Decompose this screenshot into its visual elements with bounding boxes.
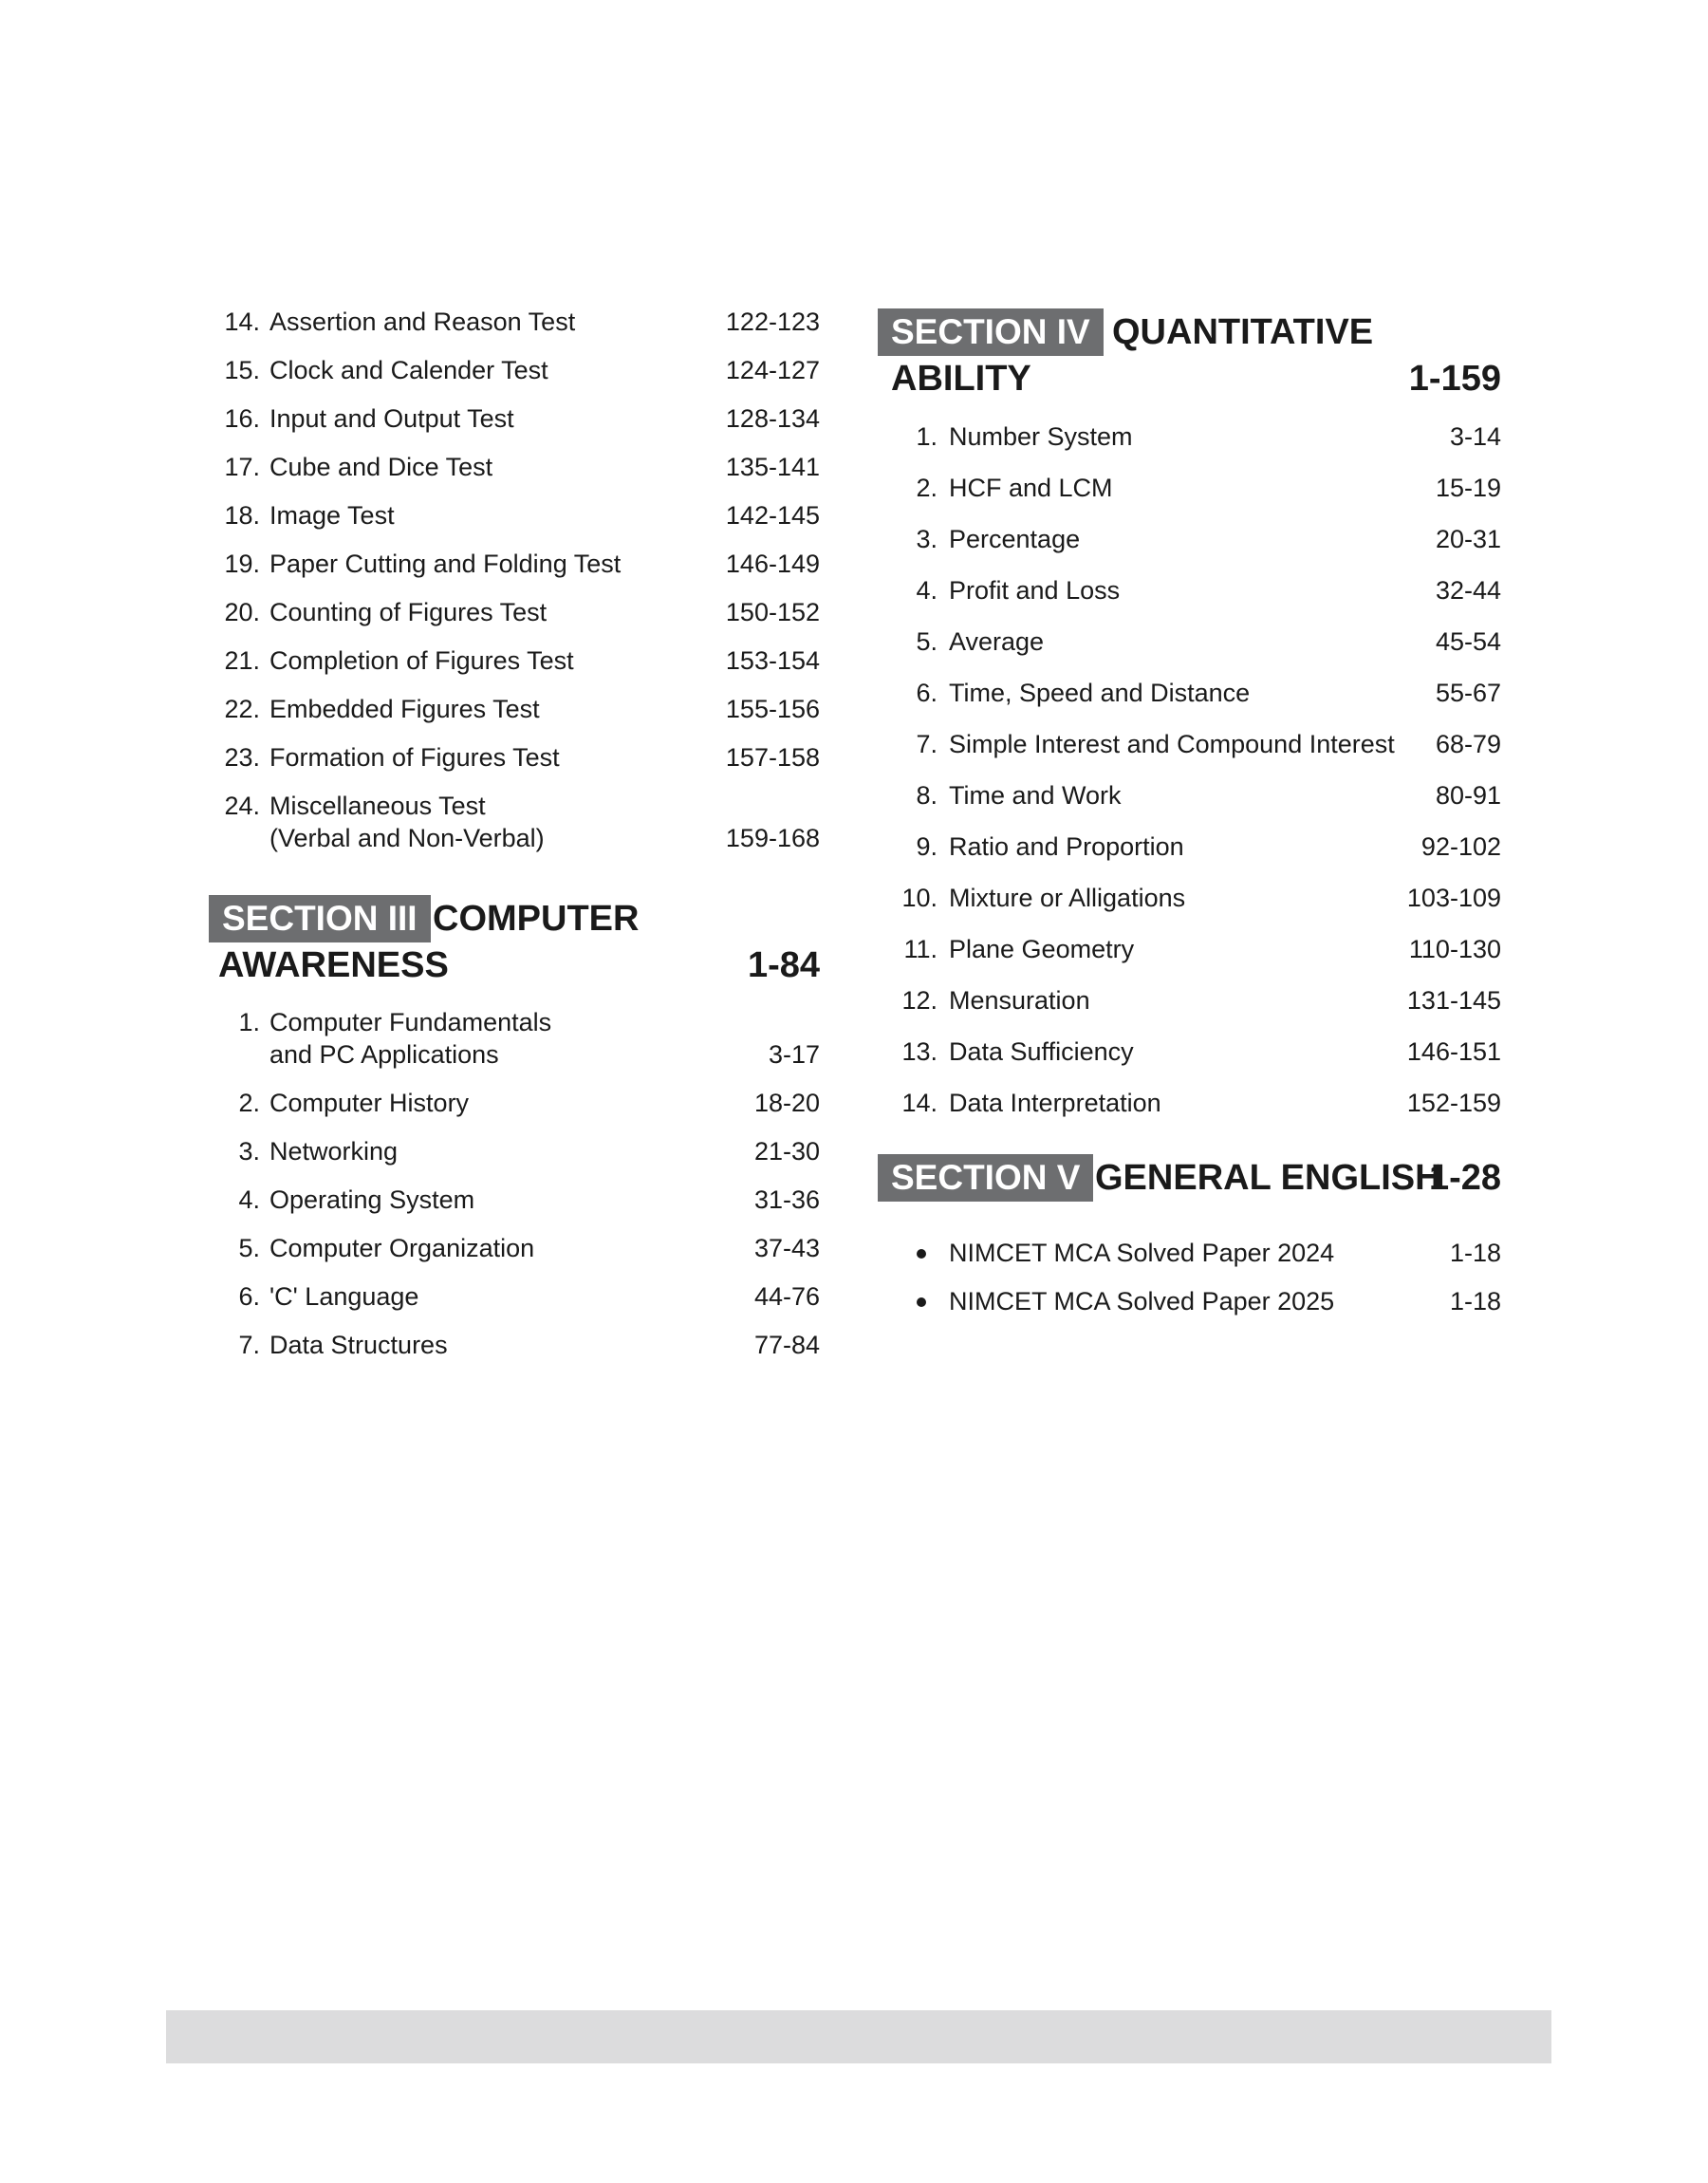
entry-number: 19. xyxy=(224,550,260,578)
entry-title: Data Sufficiency xyxy=(949,1037,1134,1066)
section-title-continued: ABILITY xyxy=(891,359,1031,399)
entry-pages: 92-102 xyxy=(1420,832,1501,861)
entry-title: Time and Work xyxy=(949,781,1122,810)
entry-title: Number System xyxy=(949,422,1133,451)
section-label: SECTION IV xyxy=(878,308,1104,356)
entry-number: 6. xyxy=(916,679,938,707)
entry-title: Mixture or Alligations xyxy=(949,884,1186,912)
entry-pages: 18-20 xyxy=(753,1089,820,1117)
entry-title: Profit and Loss xyxy=(949,576,1121,605)
entry-title: Counting of Figures Test xyxy=(269,598,548,626)
entry-title: Simple Interest and Compound Interest xyxy=(949,730,1395,758)
entry-number: 23. xyxy=(224,743,260,772)
entry-pages: 128-134 xyxy=(725,404,820,433)
entry-title: Networking xyxy=(269,1137,399,1166)
entry-number: 20. xyxy=(224,598,260,626)
entry-pages: 1-18 xyxy=(1449,1287,1501,1315)
entry-pages: 15-19 xyxy=(1435,474,1501,502)
entry-number: 14. xyxy=(901,1089,938,1117)
entry-pages: 3-14 xyxy=(1449,422,1501,451)
entry-number: 7. xyxy=(238,1331,260,1359)
section-label: SECTION V xyxy=(878,1154,1093,1202)
entry-number: 8. xyxy=(916,781,938,810)
entry-pages: 146-149 xyxy=(725,550,820,578)
entry-title: Time, Speed and Distance xyxy=(949,679,1251,707)
entry-title: NIMCET MCA Solved Paper 2024 xyxy=(949,1239,1335,1267)
entry-title: Data Interpretation xyxy=(949,1089,1161,1117)
entry-pages: 80-91 xyxy=(1435,781,1501,810)
section-page-range: 1-159 xyxy=(1408,359,1501,399)
entry-number: 10. xyxy=(901,884,938,912)
entry-pages: 37-43 xyxy=(753,1234,820,1262)
entry-number: 22. xyxy=(224,695,260,723)
entry-pages: 68-79 xyxy=(1435,730,1501,758)
entry-pages: 20-31 xyxy=(1435,525,1501,553)
entry-title: Paper Cutting and Folding Test xyxy=(269,550,622,578)
entry-number: 21. xyxy=(224,646,260,675)
section-page-range: 1-28 xyxy=(1428,1158,1501,1198)
entry-title: Clock and Calender Test xyxy=(269,356,548,384)
entry-pages: 150-152 xyxy=(725,598,820,626)
toc-entry[interactable] xyxy=(220,790,820,854)
entry-number: 24. xyxy=(224,792,260,820)
entry-title: Computer Fundamentals xyxy=(269,1008,552,1036)
entry-number: 7. xyxy=(916,730,938,758)
section-heading xyxy=(882,1154,1501,1202)
entry-pages: 142-145 xyxy=(725,501,820,530)
entry-title: Ratio and Proportion xyxy=(949,832,1184,861)
section-label: SECTION III xyxy=(209,895,431,942)
entry-title-continued: (Verbal and Non-Verbal) xyxy=(269,824,545,852)
section-title: GENERAL ENGLISH xyxy=(1095,1158,1441,1198)
entry-pages: 45-54 xyxy=(1435,627,1501,656)
entry-title: 'C' Language xyxy=(269,1282,419,1311)
entry-number: 12. xyxy=(901,986,938,1015)
entry-pages: 135-141 xyxy=(725,453,820,481)
section-page-range: 1-84 xyxy=(747,945,820,985)
entry-pages: 131-145 xyxy=(1406,986,1501,1015)
entry-title: Mensuration xyxy=(949,986,1090,1015)
entry-number: 3. xyxy=(238,1137,260,1166)
entry-title: Assertion and Reason Test xyxy=(269,308,576,336)
entry-pages: 152-159 xyxy=(1406,1089,1501,1117)
entry-pages: 110-130 xyxy=(1408,935,1501,963)
toc-entry[interactable] xyxy=(220,1006,820,1071)
entry-number: 15. xyxy=(224,356,260,384)
entry-pages: 103-109 xyxy=(1406,884,1501,912)
entry-title: Operating System xyxy=(269,1185,475,1214)
bullet-icon xyxy=(917,1297,926,1307)
section-title: QUANTITATIVE xyxy=(1112,312,1374,352)
entry-pages: 21-30 xyxy=(753,1137,820,1166)
entry-number: 13. xyxy=(901,1037,938,1066)
entry-pages: 3-17 xyxy=(768,1040,820,1069)
entry-title: Input and Output Test xyxy=(269,404,514,433)
section-title: COMPUTER xyxy=(433,899,640,939)
entry-title: Miscellaneous Test xyxy=(269,792,486,820)
entry-number: 9. xyxy=(916,832,938,861)
entry-title: Cube and Dice Test xyxy=(269,453,493,481)
entry-pages: 159-168 xyxy=(725,824,820,852)
entry-number: 6. xyxy=(238,1282,260,1311)
entry-number: 16. xyxy=(224,404,260,433)
entry-number: 11. xyxy=(903,935,938,963)
entry-number: 18. xyxy=(224,501,260,530)
entry-number: 14. xyxy=(224,308,260,336)
entry-number: 1. xyxy=(916,422,938,451)
entry-pages: 44-76 xyxy=(753,1282,820,1311)
entry-number: 2. xyxy=(916,474,938,502)
entry-pages: 122-123 xyxy=(725,308,820,336)
entry-title: Plane Geometry xyxy=(949,935,1135,963)
entry-title-continued: and PC Applications xyxy=(269,1040,499,1069)
entry-pages: 124-127 xyxy=(725,356,820,384)
entry-title: Embedded Figures Test xyxy=(269,695,540,723)
entry-pages: 31-36 xyxy=(753,1185,820,1214)
entry-number: 5. xyxy=(238,1234,260,1262)
section-title-continued: AWARENESS xyxy=(218,945,449,985)
entry-title: NIMCET MCA Solved Paper 2025 xyxy=(949,1287,1335,1315)
entry-pages: 32-44 xyxy=(1435,576,1501,605)
entry-number: 5. xyxy=(916,627,938,656)
entry-title: HCF and LCM xyxy=(949,474,1113,502)
entry-number: 4. xyxy=(916,576,938,605)
footer-bar xyxy=(166,2010,1551,2063)
entry-number: 17. xyxy=(224,453,260,481)
entry-number: 2. xyxy=(238,1089,260,1117)
entry-pages: 155-156 xyxy=(725,695,820,723)
entry-pages: 77-84 xyxy=(753,1331,820,1359)
entry-title: Percentage xyxy=(949,525,1081,553)
entry-title: Computer History xyxy=(269,1089,470,1117)
entry-number: 3. xyxy=(916,525,938,553)
entry-pages: 153-154 xyxy=(725,646,820,675)
entry-number: 4. xyxy=(238,1185,260,1214)
entry-title: Average xyxy=(949,627,1045,656)
entry-title: Data Structures xyxy=(269,1331,448,1359)
section-heading xyxy=(220,895,820,990)
entry-title: Image Test xyxy=(269,501,395,530)
entry-pages: 55-67 xyxy=(1435,679,1501,707)
section-heading xyxy=(882,308,1501,403)
bullet-icon xyxy=(917,1249,926,1259)
entry-pages: 157-158 xyxy=(725,743,820,772)
entry-pages: 146-151 xyxy=(1406,1037,1501,1066)
entry-title: Computer Organization xyxy=(269,1234,535,1262)
entry-title: Completion of Figures Test xyxy=(269,646,574,675)
entry-pages: 1-18 xyxy=(1449,1239,1501,1267)
entry-number: 1. xyxy=(238,1008,260,1036)
entry-title: Formation of Figures Test xyxy=(269,743,560,772)
